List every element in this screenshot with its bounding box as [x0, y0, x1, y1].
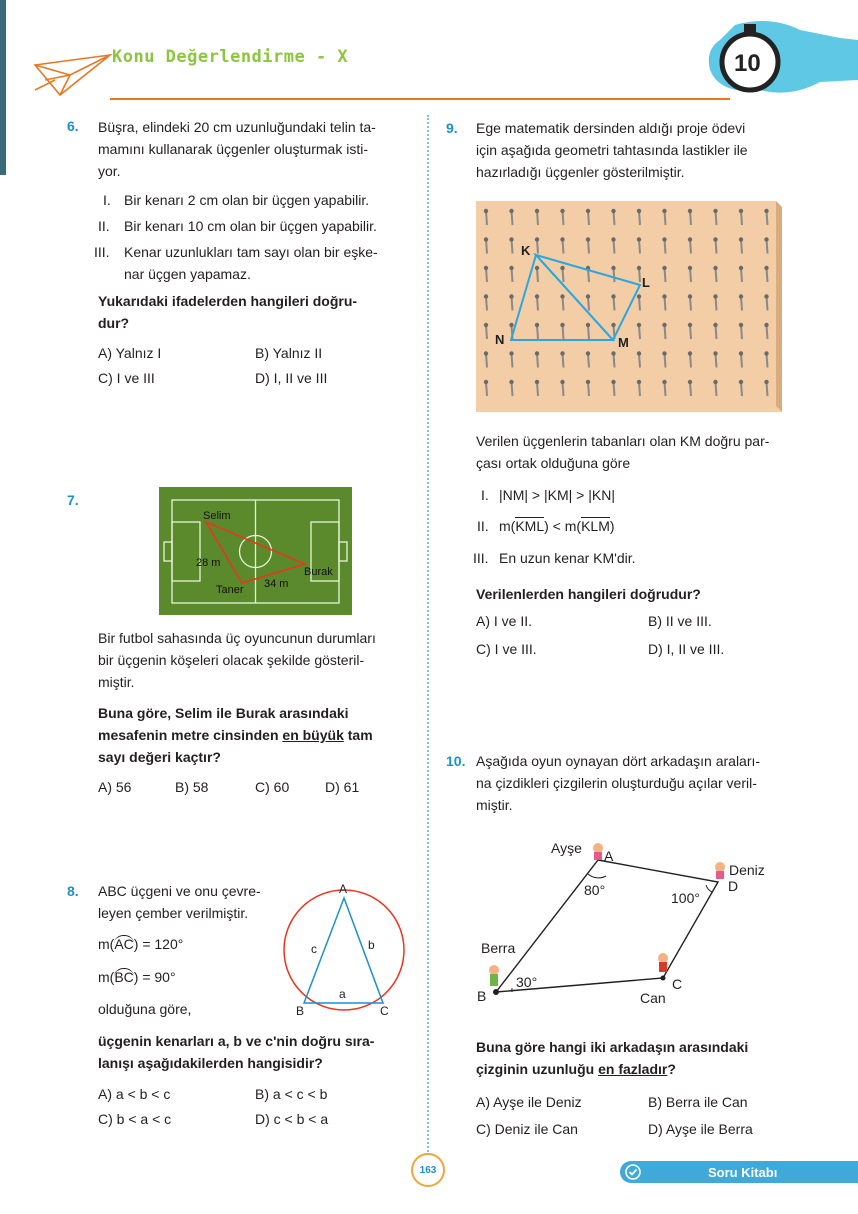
q8-question	[98, 1030, 418, 1074]
q8-option-c[interactable]: C) b < a < c	[98, 1111, 172, 1127]
q8-option-b[interactable]: B) a < c < b	[255, 1086, 328, 1102]
geoboard-peg-head	[535, 209, 539, 213]
q9-question: Verilenlerden hangileri doğrudur?	[476, 586, 701, 602]
q10-question-line1: Buna göre hangi iki arkadaşın arasındaki	[476, 1039, 749, 1055]
page-number-badge	[411, 1153, 445, 1187]
q10-angle-D: 100°	[671, 890, 700, 906]
q8-number: 8.	[67, 883, 79, 899]
q10-option-c[interactable]: C) Deniz ile Can	[476, 1121, 578, 1137]
geoboard-peg-head	[662, 380, 666, 384]
q7-option-c[interactable]: C) 60	[255, 779, 290, 795]
geoboard-peg-head	[560, 380, 564, 384]
q10-angle-A: 80°	[584, 882, 606, 898]
geoboard-peg-head	[688, 209, 692, 213]
q7-question	[98, 702, 408, 768]
geoboard-peg-head	[586, 380, 590, 384]
q10-q2-underlined: en fazladır	[598, 1061, 668, 1077]
q6-item-1	[103, 189, 370, 211]
q6-option-b[interactable]: B) Yalnız II	[255, 345, 323, 361]
q9-angle-post: )	[609, 518, 615, 534]
q8-stem-line3: olduğuna göre,	[98, 1001, 192, 1017]
q8-arc-ac-pre: m(	[98, 936, 115, 952]
geoboard-peg-head	[662, 323, 666, 327]
geoboard-peg-head	[739, 237, 743, 241]
geoboard-peg-head	[535, 237, 539, 241]
q8-arc-ac-post: ) = 120°	[133, 936, 184, 952]
geoboard-peg-head	[484, 351, 488, 355]
q9-item-text: |NM| > |KM| > |KN|	[499, 487, 615, 503]
geoboard-peg-head	[713, 294, 717, 298]
geoboard-peg-head	[739, 209, 743, 213]
q10-label-berra: Berra	[481, 940, 516, 956]
geoboard-peg-head	[713, 351, 717, 355]
q10-label-B: B	[477, 988, 487, 1004]
label-burak: Burak	[304, 566, 333, 578]
q6-item-text: Bir kenarı 10 cm olan bir üçgen yapabilir.	[124, 218, 377, 234]
geoboard-peg-head	[637, 237, 641, 241]
q9-item-2-text	[499, 515, 615, 537]
q10-stem-line3: miştir.	[476, 797, 513, 813]
q8-option-a[interactable]: A) a < b < c	[98, 1086, 171, 1102]
q6-item-text-cont: nar üçgen yapamaz.	[124, 266, 251, 282]
geoboard-peg-head	[688, 323, 692, 327]
q9-stem-line2: için aşağıda geometri tahtasında lastikler ile	[476, 142, 748, 158]
book-badge	[620, 1161, 858, 1183]
geoboard-peg-head	[611, 380, 615, 384]
stopwatch-hand-icon	[690, 10, 858, 102]
q6-question-line2: dur?	[98, 315, 130, 331]
geoboard-peg-head	[637, 351, 641, 355]
q10-q2a: çizginin uzunluğu	[476, 1061, 599, 1077]
geoboard-peg-head	[586, 237, 590, 241]
geoboard-peg-head	[713, 237, 717, 241]
q9-label-N: N	[495, 332, 505, 347]
q10-option-b[interactable]: B) Berra ile Can	[648, 1094, 748, 1110]
geoboard-peg-head	[509, 380, 513, 384]
q7-option-b[interactable]: B) 58	[175, 779, 209, 795]
q9-stem-line3: hazırladığı üçgenler gösterilmiştir.	[476, 164, 685, 180]
geoboard-peg-head	[484, 209, 488, 213]
paper-plane-logo	[30, 50, 115, 100]
q10-label-C: C	[672, 976, 683, 992]
q6-option-d[interactable]: D) I, II ve III	[255, 370, 328, 386]
q10-question	[476, 1036, 806, 1080]
column-divider	[427, 115, 429, 1155]
q8-arc-ac-name: AC	[114, 936, 134, 952]
q10-angle-B: 30°	[516, 974, 538, 990]
q9-stem-line4: Verilen üçgenlerin tabanları olan KM doğru par-	[476, 433, 770, 449]
q9-label-M: M	[618, 335, 629, 350]
geoboard-peg-head	[560, 266, 564, 270]
q10-label-can: Can	[640, 990, 666, 1006]
geoboard-peg-head	[713, 209, 717, 213]
page-number: 163	[419, 1164, 437, 1176]
q6-stem-line3: yor.	[98, 163, 121, 179]
header-rule	[110, 98, 730, 100]
geoboard-peg-head	[586, 323, 590, 327]
q9-item-roman: I.	[481, 487, 489, 503]
geoboard-peg-head	[560, 351, 564, 355]
q9-label-K: K	[521, 243, 531, 258]
geoboard-peg-head	[662, 266, 666, 270]
geoboard-peg-head	[586, 294, 590, 298]
q9-angle-pre: m(	[499, 518, 516, 534]
geoboard-peg-head	[637, 294, 641, 298]
q9-stem-2	[476, 430, 796, 474]
q8-label-B: B	[296, 1004, 305, 1018]
q9-stem-line1: Ege matematik dersinden aldığı proje ödevi	[476, 120, 746, 136]
geoboard-peg-head	[688, 266, 692, 270]
q9-geoboard-figure	[476, 197, 782, 412]
geoboard-peg-head	[739, 351, 743, 355]
q10-q2b: ?	[667, 1061, 676, 1077]
q10-stem-line2: na çizdikleri çizgilerin oluşturduğu açılar veril-	[476, 775, 757, 791]
label-34m: 34 m	[264, 578, 289, 590]
q8-stem-line2: leyen çember verilmiştir.	[98, 905, 249, 921]
q10-question-line2	[476, 1058, 806, 1080]
geoboard-peg-head	[509, 237, 513, 241]
q6-item-text: Bir kenarı 2 cm olan bir üçgen yapabilir.	[124, 192, 370, 208]
q6-stem-line2: mamını kullanarak üçgenler oluşturmak isti-	[98, 141, 368, 157]
q6-option-c[interactable]: C) I ve III	[98, 370, 155, 386]
q6-stem	[98, 116, 408, 182]
q8-option-d[interactable]: D) c < b < a	[255, 1111, 329, 1127]
geoboard-peg-head	[688, 237, 692, 241]
timer-number: 10	[734, 50, 761, 77]
q10-label-A: A	[604, 848, 614, 864]
q9-option-d[interactable]: D) I, II ve III.	[648, 641, 725, 657]
geoboard-peg-head	[560, 294, 564, 298]
q8-stem-line1: ABC üçgeni ve onu çevre-	[98, 883, 261, 899]
q9-angle-klm: KLM	[581, 518, 610, 534]
geoboard-peg-head	[611, 266, 615, 270]
q7-q2-underlined: en büyük	[282, 727, 344, 743]
geoboard-peg-head	[611, 237, 615, 241]
geoboard-peg-head	[739, 380, 743, 384]
geoboard-peg-head	[586, 351, 590, 355]
q6-item-text: Kenar uzunlukları tam sayı olan bir eşke-	[124, 244, 378, 260]
q6-item-roman: I.	[103, 192, 111, 208]
geoboard-peg-head	[484, 380, 488, 384]
header-title: Konu Değerlendirme - X	[112, 47, 349, 67]
q10-option-d[interactable]: D) Ayşe ile Berra	[648, 1121, 753, 1137]
geoboard-peg-head	[713, 380, 717, 384]
q8-arc-ac	[98, 933, 183, 955]
book-name: Soru Kitabı	[708, 1165, 778, 1180]
q8-question-line2: lanışı aşağıdakilerden hangisidir?	[98, 1055, 323, 1071]
geoboard-peg-head	[509, 323, 513, 327]
q9-stem	[476, 117, 796, 183]
check-circle-icon	[625, 1164, 641, 1180]
q7-q2a: mesafenin metre cinsinden	[98, 727, 283, 743]
geoboard-peg-head	[560, 209, 564, 213]
geoboard-peg-head	[611, 209, 615, 213]
q8-arc-bc-pre: m(	[98, 969, 115, 985]
geoboard-peg-head	[586, 209, 590, 213]
geoboard-peg-head	[764, 266, 768, 270]
geoboard-peg-head	[484, 266, 488, 270]
geoboard-peg-head	[611, 351, 615, 355]
geoboard-peg-head	[509, 209, 513, 213]
label-taner: Taner	[216, 584, 244, 596]
q9-option-b[interactable]: B) II ve III.	[648, 613, 712, 629]
geoboard-peg-head	[611, 294, 615, 298]
q10-option-a[interactable]: A) Ayşe ile Deniz	[476, 1094, 582, 1110]
geoboard-peg-head	[535, 323, 539, 327]
q8-arc-bc-name: BC	[114, 969, 134, 985]
q6-item-roman: III.	[94, 244, 110, 260]
geoboard-peg-head	[484, 237, 488, 241]
q6-stem-line1: Büşra, elindeki 20 cm uzunluğundaki telin ta-	[98, 119, 376, 135]
q6-option-a[interactable]: A) Yalnız I	[98, 345, 162, 361]
geoboard-peg-head	[662, 294, 666, 298]
q9-number: 9.	[446, 120, 458, 136]
geoboard-peg-head	[764, 351, 768, 355]
q9-item-1	[481, 484, 615, 506]
geoboard-peg-head	[688, 294, 692, 298]
q7-stem	[98, 627, 408, 693]
q9-item-text: En uzun kenar KM'dir.	[499, 550, 636, 566]
q8-label-A: A	[339, 882, 348, 896]
geoboard-peg-head	[560, 237, 564, 241]
geoboard-peg-head	[688, 351, 692, 355]
geoboard-peg-head	[509, 294, 513, 298]
q9-angle-kml: KML	[515, 518, 545, 534]
geoboard-peg-head	[764, 380, 768, 384]
geoboard-peg-head	[739, 294, 743, 298]
q7-stem-line2: bir üçgenin köşeleri olacak şekilde gösteril-	[98, 652, 365, 668]
q9-item-roman: II.	[477, 518, 489, 534]
q8-arc-bc	[98, 966, 176, 988]
geoboard-peg-head	[509, 351, 513, 355]
q6-number: 6.	[67, 118, 79, 134]
q8-label-C: C	[380, 1004, 389, 1018]
geoboard-peg-head	[764, 237, 768, 241]
geoboard-peg-head	[535, 294, 539, 298]
q8-label-c: c	[311, 942, 317, 956]
geoboard-peg-head	[637, 209, 641, 213]
q10-label-ayse: Ayşe	[551, 840, 582, 856]
q8-stem	[98, 880, 278, 924]
q9-stem-line5: çası ortak olduğuna göre	[476, 455, 631, 471]
q9-item-roman: III.	[473, 550, 489, 566]
geoboard-peg-head	[535, 266, 539, 270]
q6-item-2	[98, 215, 377, 237]
geoboard-peg-head	[764, 294, 768, 298]
geoboard-peg-head	[662, 209, 666, 213]
q10-quadrilateral-figure	[470, 830, 780, 1010]
q7-football-field-figure	[159, 487, 352, 615]
geoboard-peg-head	[560, 323, 564, 327]
q10-stem-line1: Aşağıda oyun oynayan dört arkadaşın araları-	[476, 753, 761, 769]
q8-question-line1: üçgenin kenarları a, b ve c'nin doğru sıra-	[98, 1033, 375, 1049]
geoboard-peg-head	[637, 380, 641, 384]
q8-label-b: b	[368, 938, 375, 952]
q8-label-a: a	[339, 987, 346, 1001]
geoboard-peg-head	[535, 380, 539, 384]
geoboard-peg-head	[611, 323, 615, 327]
q7-stem-line3: miştir.	[98, 674, 135, 690]
q7-number: 7.	[67, 492, 79, 508]
q10-label-deniz: Deniz	[729, 862, 765, 878]
geoboard-peg-head	[713, 266, 717, 270]
q7-option-d[interactable]: D) 61	[325, 779, 360, 795]
geoboard-peg-head	[713, 323, 717, 327]
geoboard-peg-head	[739, 266, 743, 270]
geoboard-peg-head	[662, 351, 666, 355]
geoboard-peg-head	[688, 380, 692, 384]
q9-item-2	[477, 515, 615, 537]
q10-stem	[476, 750, 796, 816]
q6-question-line1: Yukarıdaki ifadelerden hangileri doğru-	[98, 293, 358, 309]
geoboard-peg-head	[764, 323, 768, 327]
q6-item-3	[94, 241, 414, 282]
q9-label-L: L	[642, 275, 650, 290]
q9-option-a[interactable]: A) I ve II.	[476, 613, 533, 629]
geoboard-peg-head	[637, 266, 641, 270]
geoboard-peg-head	[764, 209, 768, 213]
q10-number: 10.	[446, 753, 466, 769]
q6-question	[98, 290, 408, 334]
q6-item-roman: II.	[98, 218, 110, 234]
q9-option-c[interactable]: C) I ve III.	[476, 641, 537, 657]
geoboard-peg-head	[509, 266, 513, 270]
q7-q2b: tam	[343, 727, 373, 743]
geoboard-peg-head	[637, 323, 641, 327]
q7-question-line1: Buna göre, Selim ile Burak arasındaki	[98, 705, 349, 721]
q7-stem-line1: Bir futbol sahasında üç oyuncunun durumları	[98, 630, 376, 646]
q10-label-D: D	[728, 878, 739, 894]
label-selim: Selim	[203, 510, 231, 522]
geoboard-peg-head	[662, 237, 666, 241]
left-edge-bar	[0, 0, 6, 175]
q8-arc-bc-post: ) = 90°	[133, 969, 176, 985]
q9-item-3	[473, 547, 636, 569]
q7-question-line2	[98, 724, 408, 746]
q7-question-line3: sayı değeri kaçtır?	[98, 749, 221, 765]
geoboard-peg-head	[739, 323, 743, 327]
q7-option-a[interactable]: A) 56	[98, 779, 132, 795]
geoboard-peg-head	[484, 294, 488, 298]
geoboard-peg-head	[484, 323, 488, 327]
label-28m: 28 m	[196, 557, 221, 569]
geoboard-peg-head	[535, 351, 539, 355]
q9-angle-mid: ) < m(	[544, 518, 582, 534]
